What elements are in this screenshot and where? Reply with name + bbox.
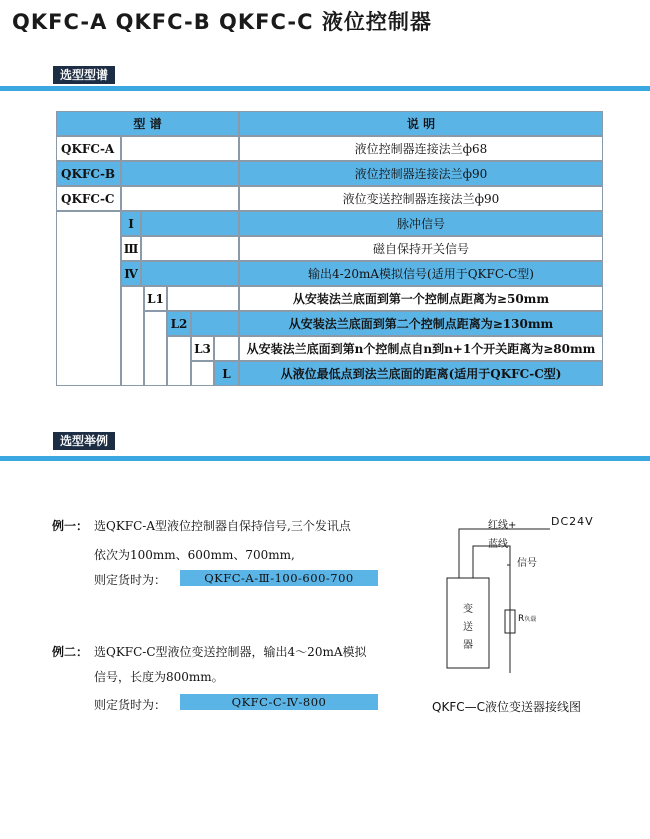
- transmitter-label-3: 器: [463, 640, 473, 651]
- row-spacer: [167, 286, 239, 311]
- page-title: QKFC-A QKFC-B QKFC-C 液位控制器: [12, 10, 432, 34]
- row-spacer: [121, 161, 239, 186]
- example-2-label: 例二：: [52, 645, 89, 659]
- header-description: 说 明: [239, 111, 603, 136]
- example-2-order-label: 则定货时为：: [94, 698, 167, 712]
- section-divider: [0, 456, 650, 461]
- row-label-i: Ⅰ: [121, 211, 141, 236]
- header-model: 型 谱: [56, 111, 239, 136]
- row-spacer: [214, 336, 239, 361]
- row-label-qkfc-a: QKFC-A: [56, 136, 121, 161]
- section-label-selection: 选型型谱: [53, 66, 115, 84]
- row-label-l2: L2: [167, 311, 191, 336]
- row-desc-iii: 磁自保持开关信号: [239, 236, 603, 261]
- blue-wire-line: [473, 546, 510, 668]
- wiring-diagram: [420, 505, 620, 695]
- row-desc-iv: 输出4-20mA模拟信号(适用于QKFC-C型): [239, 261, 603, 286]
- row-desc-qkfc-a: 液位控制器连接法兰ф68: [239, 136, 603, 161]
- transmitter-label-2: 送: [463, 622, 473, 633]
- table-blank-region: [121, 286, 144, 386]
- row-spacer: [141, 211, 239, 236]
- table-blank-region: [144, 311, 167, 386]
- resistor-label: R负载: [518, 614, 537, 624]
- example-1-label: 例一：: [52, 519, 89, 533]
- example-2-line2: 信号，长度为800mm。: [94, 670, 224, 684]
- row-desc-l: 从液位最低点到法兰底面的距离(适用于QKFC-C型): [239, 361, 603, 386]
- row-label-iv: Ⅳ: [121, 261, 141, 286]
- row-spacer: [191, 311, 239, 336]
- row-spacer: [141, 261, 239, 286]
- section-divider: [0, 86, 650, 91]
- section-label-example: 选型举例: [53, 432, 115, 450]
- row-label-l1: L1: [144, 286, 167, 311]
- table-blank-region: [191, 361, 214, 386]
- voltage-label: DC24V: [551, 515, 594, 528]
- signal-label: 信号: [517, 558, 537, 569]
- example-1-line2: 依次为100mm、600mm、700mm,: [94, 548, 295, 562]
- row-desc-l1: 从安装法兰底面到第一个控制点距离为≥50mm: [239, 286, 603, 311]
- example-1-order-code: QKFC-A-Ⅲ-100-600-700: [180, 570, 378, 586]
- row-label-qkfc-b: QKFC-B: [56, 161, 121, 186]
- red-wire-label: 红线+: [488, 520, 517, 531]
- row-label-l: L: [214, 361, 239, 386]
- row-desc-i: 脉冲信号: [239, 211, 603, 236]
- row-label-iii: Ⅲ: [121, 236, 141, 261]
- diagram-caption: QKFC—C液位变送器接线图: [432, 700, 581, 714]
- blue-wire-label: 蓝线: [488, 539, 508, 550]
- example-2-line1: 选QKFC-C型液位变送控制器，输出4～20mA模拟: [94, 645, 367, 659]
- table-blank-region: [167, 336, 191, 386]
- row-label-l3: L3: [191, 336, 214, 361]
- example-2-order-code: QKFC-C-Ⅳ-800: [180, 694, 378, 710]
- row-desc-l2: 从安装法兰底面到第二个控制点距离为≥130mm: [239, 311, 603, 336]
- row-label-qkfc-c: QKFC-C: [56, 186, 121, 211]
- table-blank-region: [56, 211, 121, 386]
- transmitter-label-1: 变: [463, 604, 473, 615]
- row-spacer: [121, 136, 239, 161]
- row-desc-qkfc-c: 液位变送控制器连接法兰ф90: [239, 186, 603, 211]
- row-desc-qkfc-b: 液位控制器连接法兰ф90: [239, 161, 603, 186]
- example-1-order-label: 则定货时为：: [94, 573, 167, 587]
- row-desc-l3: 从安装法兰底面到第n个控制点自n到n+1个开关距离为≥80mm: [239, 336, 603, 361]
- row-spacer: [141, 236, 239, 261]
- example-1-line1: 选QKFC-A型液位控制器自保持信号,三个发讯点: [94, 519, 351, 533]
- row-spacer: [121, 186, 239, 211]
